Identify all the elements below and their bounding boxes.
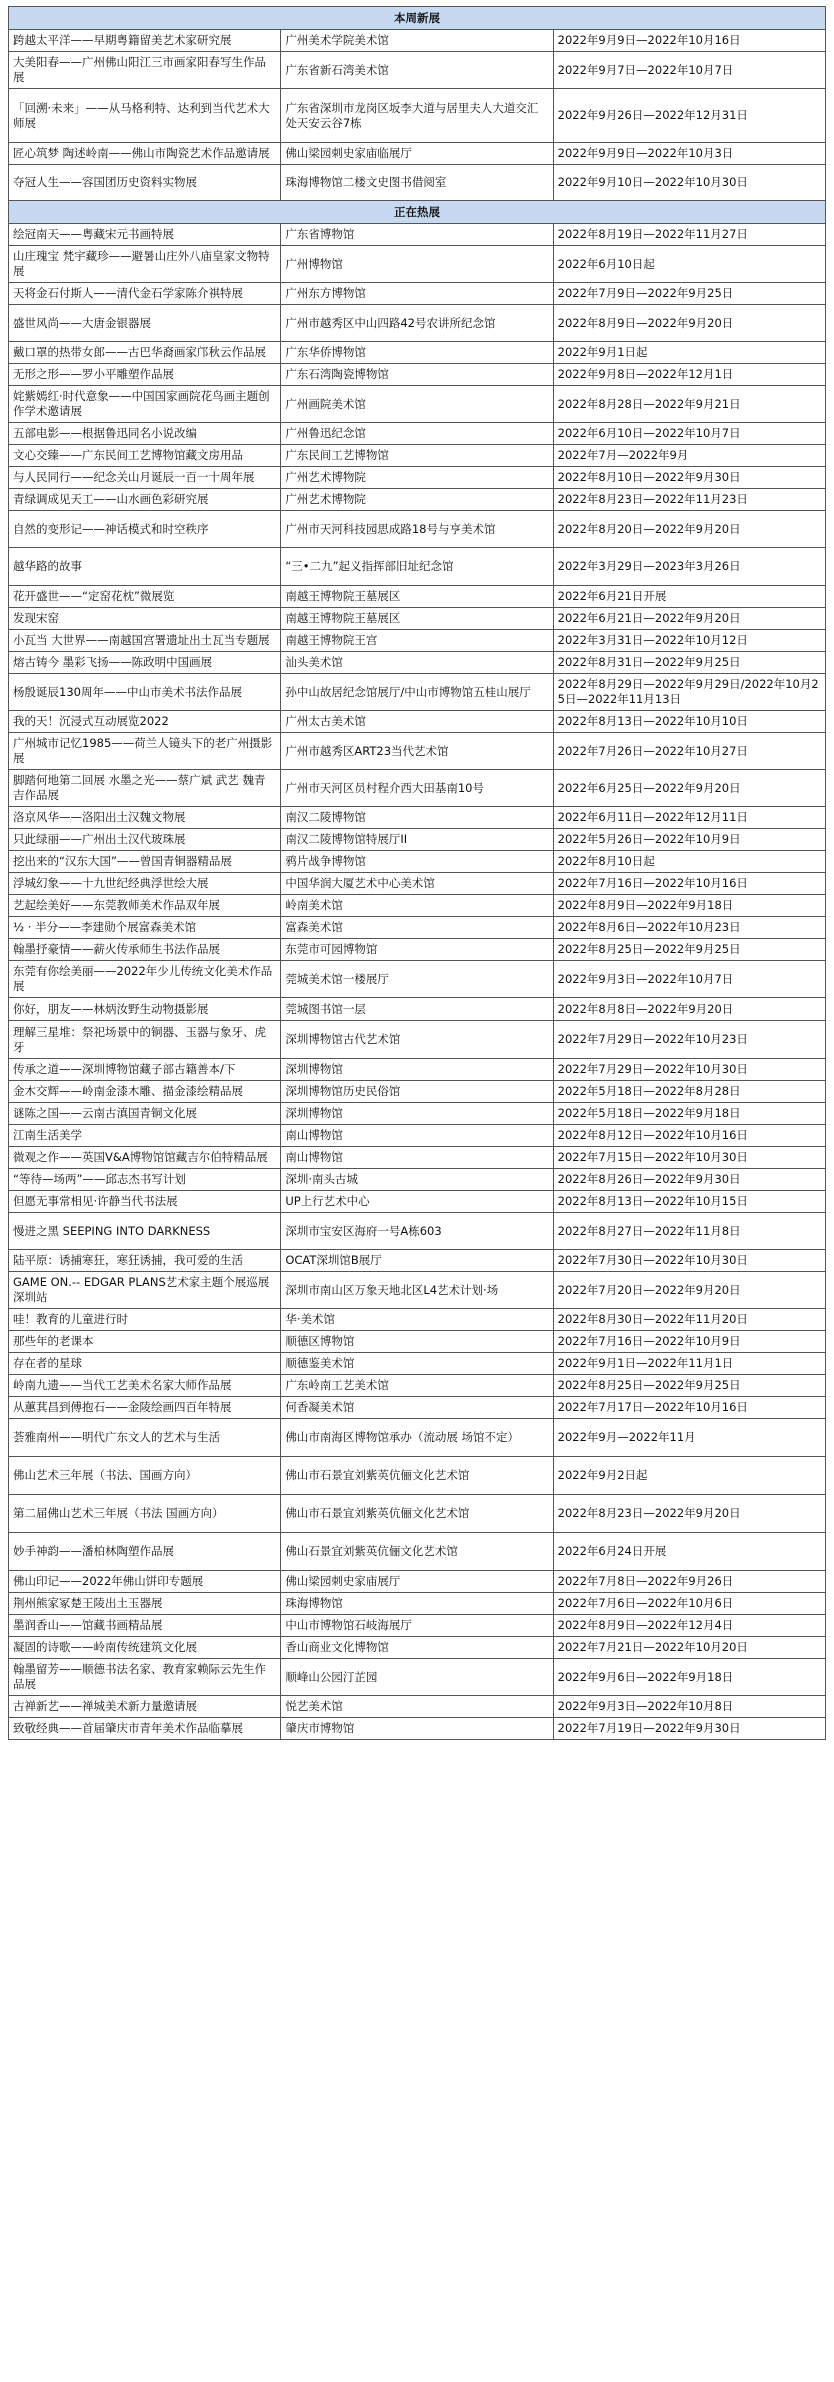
exhibition-name-cell: 荆州熊家冢楚王陵出土玉器展: [9, 1593, 281, 1615]
section-title: 本周新展: [9, 7, 826, 30]
date-range-cell: 2022年8月9日—2022年9月18日: [553, 895, 825, 917]
exhibition-name-cell: 艺起绘美好——东莞教师美术作品双年展: [9, 895, 281, 917]
table-row: [9, 1169, 826, 1191]
venue-cell: OCAT深圳馆B展厅: [281, 1250, 553, 1272]
table-row: [9, 224, 826, 246]
venue-cell: 南汉二陵博物馆特展厅II: [281, 829, 553, 851]
date-range-cell: 2022年7月8日—2022年9月26日: [553, 1571, 825, 1593]
exhibition-name-cell: 发现宋窑: [9, 608, 281, 630]
table-row: [9, 30, 826, 52]
table-row: [9, 674, 826, 711]
date-range-cell: 2022年8月8日—2022年9月20日: [553, 998, 825, 1021]
exhibition-name-cell: 洛京风华——洛阳出土汉魏文物展: [9, 807, 281, 829]
table-row: [9, 586, 826, 608]
exhibition-name-cell: 从蕙萁昌到傅抱石——金陵绘画四百年特展: [9, 1397, 281, 1419]
exhibition-name-cell: 山庄瑰宝 梵宇藏珍——避暑山庄外八庙皇家文物特展: [9, 246, 281, 283]
exhibition-name-cell: 佛山印记——2022年佛山饼印专题展: [9, 1571, 281, 1593]
table-row: [9, 1353, 826, 1375]
exhibition-name-cell: 东莞有你绘美丽——2022年少儿传统文化美术作品展: [9, 961, 281, 998]
venue-cell: “三•二九”起义指挥部旧址纪念馆: [281, 548, 553, 586]
exhibition-name-cell: 翰墨抒豪情——薪火传承师生书法作品展: [9, 939, 281, 961]
date-range-cell: 2022年8月9日—2022年9月20日: [553, 305, 825, 342]
date-range-cell: 2022年8月10日—2022年9月30日: [553, 467, 825, 489]
table-row: [9, 283, 826, 305]
date-range-cell: 2022年8月13日—2022年10月15日: [553, 1191, 825, 1213]
venue-cell: 佛山市南海区博物馆承办（流动展 场馆不定）: [281, 1419, 553, 1457]
exhibition-name-cell: 杨殷诞辰130周年——中山市美术书法作品展: [9, 674, 281, 711]
table-row: [9, 1419, 826, 1457]
table-row: [9, 851, 826, 873]
date-range-cell: 2022年7月26日—2022年10月27日: [553, 733, 825, 770]
venue-cell: 广州市越秀区中山四路42号农讲所纪念馆: [281, 305, 553, 342]
table-row: [9, 305, 826, 342]
exhibition-name-cell: 荟雅南州——明代广东文人的艺术与生活: [9, 1419, 281, 1457]
date-range-cell: 2022年8月30日—2022年11月20日: [553, 1309, 825, 1331]
date-range-cell: 2022年7月15日—2022年10月30日: [553, 1147, 825, 1169]
table-row: [9, 423, 826, 445]
date-range-cell: 2022年9月3日—2022年10月7日: [553, 961, 825, 998]
date-range-cell: 2022年7月16日—2022年10月16日: [553, 873, 825, 895]
date-range-cell: 2022年7月20日—2022年9月20日: [553, 1272, 825, 1309]
date-range-cell: 2022年6月24日开展: [553, 1533, 825, 1571]
venue-cell: 顺德区博物馆: [281, 1331, 553, 1353]
exhibition-name-cell: 小瓦当 大世界——南越国宫署遗址出土瓦当专题展: [9, 630, 281, 652]
date-range-cell: 2022年9月10日—2022年10月30日: [553, 165, 825, 201]
table-row: [9, 608, 826, 630]
exhibition-name-cell: 绘冠南天——粤藏宋元书画特展: [9, 224, 281, 246]
table-row: [9, 364, 826, 386]
venue-cell: 悦艺美术馆: [281, 1696, 553, 1718]
venue-cell: 广东省新石湾美术馆: [281, 52, 553, 89]
venue-cell: 广东石湾陶瓷博物馆: [281, 364, 553, 386]
table-row: [9, 1495, 826, 1533]
exhibition-name-cell: 江南生活美学: [9, 1125, 281, 1147]
date-range-cell: 2022年8月23日—2022年11月23日: [553, 489, 825, 511]
table-row: [9, 873, 826, 895]
exhibition-table: [8, 6, 826, 1740]
table-row: [9, 733, 826, 770]
venue-cell: 莞城美术馆一楼展厅: [281, 961, 553, 998]
exhibition-table-container: [8, 6, 826, 1740]
table-row: [9, 1571, 826, 1593]
table-row: [9, 770, 826, 807]
date-range-cell: 2022年8月29日—2022年9月29日/2022年10月25日—2022年11月13日: [553, 674, 825, 711]
section-header: [9, 7, 826, 30]
exhibition-name-cell: 夺冠人生——容国团历史资料实物展: [9, 165, 281, 201]
venue-cell: 佛山石景宜刘紫英伉俪文化艺术馆: [281, 1533, 553, 1571]
table-row: [9, 1213, 826, 1250]
exhibition-name-cell: 翰墨留芳——顺德书法名家、教育家赖际云先生作品展: [9, 1659, 281, 1696]
table-row: [9, 1125, 826, 1147]
date-range-cell: 2022年7月9日—2022年9月25日: [553, 283, 825, 305]
exhibition-name-cell: ½ · 半分——李建勋个展富森美术馆: [9, 917, 281, 939]
exhibition-name-cell: 哇！教育的儿童进行时: [9, 1309, 281, 1331]
venue-cell: 南越王博物院王墓展区: [281, 608, 553, 630]
venue-cell: 肇庆市博物馆: [281, 1718, 553, 1740]
venue-cell: 南汉二陵博物馆: [281, 807, 553, 829]
exhibition-name-cell: 佛山艺术三年展（书法、国画方向）: [9, 1457, 281, 1495]
date-range-cell: 2022年9月26日—2022年12月31日: [553, 89, 825, 143]
date-range-cell: 2022年8月27日—2022年11月8日: [553, 1213, 825, 1250]
date-range-cell: 2022年8月9日—2022年12月4日: [553, 1615, 825, 1637]
venue-cell: 中国华润大厦艺术中心美术馆: [281, 873, 553, 895]
table-row: [9, 1272, 826, 1309]
date-range-cell: 2022年6月10日—2022年10月7日: [553, 423, 825, 445]
table-row: [9, 652, 826, 674]
venue-cell: 南越王博物院王墓展区: [281, 586, 553, 608]
venue-cell: UP上行艺术中心: [281, 1191, 553, 1213]
date-range-cell: 2022年6月25日—2022年9月20日: [553, 770, 825, 807]
table-row: [9, 467, 826, 489]
date-range-cell: 2022年8月19日—2022年11月27日: [553, 224, 825, 246]
table-row: [9, 548, 826, 586]
date-range-cell: 2022年8月26日—2022年9月30日: [553, 1169, 825, 1191]
date-range-cell: 2022年3月31日—2022年10月12日: [553, 630, 825, 652]
date-range-cell: 2022年6月21日开展: [553, 586, 825, 608]
table-row: [9, 143, 826, 165]
venue-cell: 岭南美术馆: [281, 895, 553, 917]
date-range-cell: 2022年6月10日起: [553, 246, 825, 283]
date-range-cell: 2022年8月28日—2022年9月21日: [553, 386, 825, 423]
date-range-cell: 2022年7月21日—2022年10月20日: [553, 1637, 825, 1659]
table-row: [9, 1659, 826, 1696]
exhibition-name-cell: 我的天！沉浸式互动展览2022: [9, 711, 281, 733]
table-row: [9, 711, 826, 733]
venue-cell: 深圳博物馆古代艺术馆: [281, 1021, 553, 1059]
table-row: [9, 89, 826, 143]
exhibition-name-cell: 熔古铸今 墨彩飞扬——陈政明中国画展: [9, 652, 281, 674]
venue-cell: 顺德鉴美术馆: [281, 1353, 553, 1375]
date-range-cell: 2022年7月29日—2022年10月30日: [553, 1059, 825, 1081]
venue-cell: 广东岭南工艺美术馆: [281, 1375, 553, 1397]
table-row: [9, 445, 826, 467]
table-row: [9, 165, 826, 201]
venue-cell: 深圳市宝安区海府一号A栋603: [281, 1213, 553, 1250]
table-row: [9, 342, 826, 364]
venue-cell: 广州艺术博物院: [281, 467, 553, 489]
date-range-cell: 2022年9月7日—2022年10月7日: [553, 52, 825, 89]
venue-cell: 广东省博物馆: [281, 224, 553, 246]
exhibition-name-cell: 传承之道——深圳博物馆藏子部古籍善本/下: [9, 1059, 281, 1081]
exhibition-name-cell: 花开盛世——“定窑花枕”微展览: [9, 586, 281, 608]
table-row: [9, 961, 826, 998]
date-range-cell: 2022年9月8日—2022年12月1日: [553, 364, 825, 386]
venue-cell: 广东华侨博物馆: [281, 342, 553, 364]
table-row: [9, 1718, 826, 1740]
exhibition-name-cell: 戴口罩的热带女郎——古巴华裔画家邝秋云作品展: [9, 342, 281, 364]
exhibition-name-cell: 存在者的星球: [9, 1353, 281, 1375]
table-row: [9, 1059, 826, 1081]
venue-cell: 中山市博物馆石岐海展厅: [281, 1615, 553, 1637]
date-range-cell: 2022年8月12日—2022年10月16日: [553, 1125, 825, 1147]
exhibition-name-cell: 金木交辉——岭南金漆木雕、描金漆绘精品展: [9, 1081, 281, 1103]
venue-cell: 广州东方博物馆: [281, 283, 553, 305]
section-title: 正在热展: [9, 201, 826, 224]
venue-cell: 广州鲁迅纪念馆: [281, 423, 553, 445]
date-range-cell: 2022年8月13日—2022年10月10日: [553, 711, 825, 733]
table-row: [9, 1021, 826, 1059]
exhibition-name-cell: 慢进之黑 SEEPING INTO DARKNESS: [9, 1213, 281, 1250]
venue-cell: 广州市越秀区ART23当代艺术馆: [281, 733, 553, 770]
date-range-cell: 2022年6月11日—2022年12月11日: [553, 807, 825, 829]
exhibition-name-cell: 谜陈之国——云南古滇国青铜文化展: [9, 1103, 281, 1125]
exhibition-name-cell: GAME ON.-- EDGAR PLANS艺术家主题个展巡展深圳站: [9, 1272, 281, 1309]
table-row: [9, 1637, 826, 1659]
date-range-cell: 2022年7月—2022年9月: [553, 445, 825, 467]
venue-cell: 广州艺术博物院: [281, 489, 553, 511]
exhibition-name-cell: 「回溯·未来」——从马格利特、达利到当代艺术大师展: [9, 89, 281, 143]
exhibition-name-cell: 但愿无事常相见·许静当代书法展: [9, 1191, 281, 1213]
date-range-cell: 2022年9月6日—2022年9月18日: [553, 1659, 825, 1696]
exhibition-name-cell: 古禅新艺——禅城美术新力量邀请展: [9, 1696, 281, 1718]
exhibition-name-cell: 五部电影——根据鲁迅同名小说改编: [9, 423, 281, 445]
venue-cell: 广东民间工艺博物馆: [281, 445, 553, 467]
date-range-cell: 2022年7月17日—2022年10月16日: [553, 1397, 825, 1419]
venue-cell: 广州博物馆: [281, 246, 553, 283]
date-range-cell: 2022年5月26日—2022年10月9日: [553, 829, 825, 851]
table-row: [9, 939, 826, 961]
table-row: [9, 246, 826, 283]
date-range-cell: 2022年7月30日—2022年10月30日: [553, 1250, 825, 1272]
venue-cell: 富森美术馆: [281, 917, 553, 939]
venue-cell: 孙中山故居纪念馆展厅/中山市博物馆五桂山展厅: [281, 674, 553, 711]
exhibition-name-cell: 自然的变形记——神话模式和时空秩序: [9, 511, 281, 548]
exhibition-name-cell: 大美阳春——广州佛山阳江三市画家阳春写生作品展: [9, 52, 281, 89]
date-range-cell: 2022年8月23日—2022年9月20日: [553, 1495, 825, 1533]
venue-cell: 广州画院美术馆: [281, 386, 553, 423]
date-range-cell: 2022年9月2日起: [553, 1457, 825, 1495]
date-range-cell: 2022年9月1日—2022年11月1日: [553, 1353, 825, 1375]
exhibition-name-cell: 妙手神韵——潘柏林陶塑作品展: [9, 1533, 281, 1571]
venue-cell: 鸦片战争博物馆: [281, 851, 553, 873]
venue-cell: 广州市天河区员村程介西大田基南10号: [281, 770, 553, 807]
table-row: [9, 1250, 826, 1272]
exhibition-name-cell: 跨越太平洋——早期粤籍留美艺术家研究展: [9, 30, 281, 52]
exhibition-name-cell: 匠心筑梦 陶述岭南——佛山市陶瓷艺术作品邀请展: [9, 143, 281, 165]
venue-cell: 东莞市可园博物馆: [281, 939, 553, 961]
exhibition-name-cell: 第二届佛山艺术三年展（书法 国画方向）: [9, 1495, 281, 1533]
exhibition-name-cell: 与人民同行——纪念关山月诞辰一百一十周年展: [9, 467, 281, 489]
date-range-cell: 2022年5月18日—2022年8月28日: [553, 1081, 825, 1103]
exhibition-name-cell: 陆平原：诱捕寒狂，寒狂诱捕，我可爱的生活: [9, 1250, 281, 1272]
venue-cell: 南山博物馆: [281, 1125, 553, 1147]
exhibition-name-cell: 凝固的诗歌——岭南传统建筑文化展: [9, 1637, 281, 1659]
date-range-cell: 2022年3月29日—2023年3月26日: [553, 548, 825, 586]
exhibition-name-cell: 只此绿丽——广州出土汉代玻珠展: [9, 829, 281, 851]
table-row: [9, 895, 826, 917]
table-row: [9, 1397, 826, 1419]
table-row: [9, 917, 826, 939]
venue-cell: 深圳博物馆: [281, 1103, 553, 1125]
table-row: [9, 1147, 826, 1169]
venue-cell: 广州太古美术馆: [281, 711, 553, 733]
table-row: [9, 630, 826, 652]
venue-cell: 南越王博物院王宫: [281, 630, 553, 652]
date-range-cell: 2022年6月21日—2022年9月20日: [553, 608, 825, 630]
exhibition-name-cell: 挖出来的“汉东大国”——曾国青铜器精品展: [9, 851, 281, 873]
date-range-cell: 2022年8月20日—2022年9月20日: [553, 511, 825, 548]
table-row: [9, 998, 826, 1021]
table-row: [9, 511, 826, 548]
venue-cell: 珠海博物馆: [281, 1593, 553, 1615]
table-row: [9, 1615, 826, 1637]
venue-cell: 南山博物馆: [281, 1147, 553, 1169]
venue-cell: 佛山梁园刺史家庙临展厅: [281, 143, 553, 165]
section-header: [9, 201, 826, 224]
exhibition-name-cell: 致敬经典——首届肇庆市青年美术作品临摹展: [9, 1718, 281, 1740]
exhibition-name-cell: 理解三星堆：祭祀场景中的铜器、玉器与象牙、虎牙: [9, 1021, 281, 1059]
table-row: [9, 1191, 826, 1213]
date-range-cell: 2022年8月31日—2022年9月25日: [553, 652, 825, 674]
table-row: [9, 386, 826, 423]
table-row: [9, 1309, 826, 1331]
table-row: [9, 1331, 826, 1353]
venue-cell: 顺峰山公园汀芷园: [281, 1659, 553, 1696]
venue-cell: 香山商业文化博物馆: [281, 1637, 553, 1659]
venue-cell: 深圳市南山区万象天地北区L4艺术计划·场: [281, 1272, 553, 1309]
table-row: [9, 829, 826, 851]
date-range-cell: 2022年7月6日—2022年10月6日: [553, 1593, 825, 1615]
venue-cell: 广州美术学院美术馆: [281, 30, 553, 52]
exhibition-name-cell: 那些年的老课本: [9, 1331, 281, 1353]
exhibition-name-cell: 广州城市记忆1985——荷兰人镜头下的老广州摄影展: [9, 733, 281, 770]
date-range-cell: 2022年8月10日起: [553, 851, 825, 873]
exhibition-name-cell: 你好，朋友——林炳汝野生动物摄影展: [9, 998, 281, 1021]
date-range-cell: 2022年9月—2022年11月: [553, 1419, 825, 1457]
exhibition-name-cell: 墨润香山——馆藏书画精品展: [9, 1615, 281, 1637]
date-range-cell: 2022年8月25日—2022年9月25日: [553, 1375, 825, 1397]
venue-cell: 广州市天河科技园思成路18号与亨美术馆: [281, 511, 553, 548]
exhibition-name-cell: 盛世风尚——大唐金银器展: [9, 305, 281, 342]
venue-cell: 佛山市石景宜刘紫英伉俪文化艺术馆: [281, 1495, 553, 1533]
venue-cell: 佛山梁园刺史家庙展厅: [281, 1571, 553, 1593]
exhibition-name-cell: 越华路的故事: [9, 548, 281, 586]
date-range-cell: 2022年8月6日—2022年10月23日: [553, 917, 825, 939]
table-row: [9, 1081, 826, 1103]
venue-cell: 汕头美术馆: [281, 652, 553, 674]
venue-cell: 深圳博物馆: [281, 1059, 553, 1081]
venue-cell: 佛山市石景宜刘紫英伉俪文化艺术馆: [281, 1457, 553, 1495]
table-row: [9, 489, 826, 511]
venue-cell: 深圳·南头古城: [281, 1169, 553, 1191]
exhibition-name-cell: 青绿调成见天工——山水画色彩研究展: [9, 489, 281, 511]
venue-cell: 深圳博物馆历史民俗馆: [281, 1081, 553, 1103]
table-row: [9, 1457, 826, 1495]
venue-cell: 广东省深圳市龙岗区坂李大道与居里夫人大道交汇处天安云谷7栋: [281, 89, 553, 143]
exhibition-name-cell: 天将金石付斯人——清代金石学家陈介祺特展: [9, 283, 281, 305]
exhibition-name-cell: “等待—场两”——邱志杰书写计划: [9, 1169, 281, 1191]
date-range-cell: 2022年7月19日—2022年9月30日: [553, 1718, 825, 1740]
exhibition-name-cell: 浮城幻象——十九世纪经典浮世绘大展: [9, 873, 281, 895]
date-range-cell: 2022年9月9日—2022年10月3日: [553, 143, 825, 165]
date-range-cell: 2022年8月25日—2022年9月25日: [553, 939, 825, 961]
exhibition-name-cell: 姹紫嫣红·时代意象——中国国家画院花鸟画主题创作学术邀请展: [9, 386, 281, 423]
venue-cell: 华·美术馆: [281, 1309, 553, 1331]
date-range-cell: 2022年7月29日—2022年10月23日: [553, 1021, 825, 1059]
date-range-cell: 2022年9月3日—2022年10月8日: [553, 1696, 825, 1718]
date-range-cell: 2022年9月1日起: [553, 342, 825, 364]
date-range-cell: 2022年5月18日—2022年9月18日: [553, 1103, 825, 1125]
table-row: [9, 1593, 826, 1615]
exhibition-name-cell: 文心交臻——广东民间工艺博物馆藏文房用品: [9, 445, 281, 467]
table-row: [9, 1696, 826, 1718]
table-row: [9, 807, 826, 829]
venue-cell: 何香凝美术馆: [281, 1397, 553, 1419]
exhibition-name-cell: 无形之形——罗小平雕塑作品展: [9, 364, 281, 386]
exhibition-name-cell: 脚踏何地第二回展 水墨之光——蔡广斌 武艺 魏青吉作品展: [9, 770, 281, 807]
table-row: [9, 52, 826, 89]
exhibition-name-cell: 岭南九遗——当代工艺美术名家大师作品展: [9, 1375, 281, 1397]
exhibition-name-cell: 微观之作——英国V&A博物馆馆藏吉尔伯特精品展: [9, 1147, 281, 1169]
table-row: [9, 1533, 826, 1571]
table-row: [9, 1375, 826, 1397]
venue-cell: 莞城图书馆一层: [281, 998, 553, 1021]
exhibition-table-body: [9, 7, 826, 1740]
venue-cell: 珠海博物馆二楼文史图书借阅室: [281, 165, 553, 201]
date-range-cell: 2022年9月9日—2022年10月16日: [553, 30, 825, 52]
table-row: [9, 1103, 826, 1125]
date-range-cell: 2022年7月16日—2022年10月9日: [553, 1331, 825, 1353]
